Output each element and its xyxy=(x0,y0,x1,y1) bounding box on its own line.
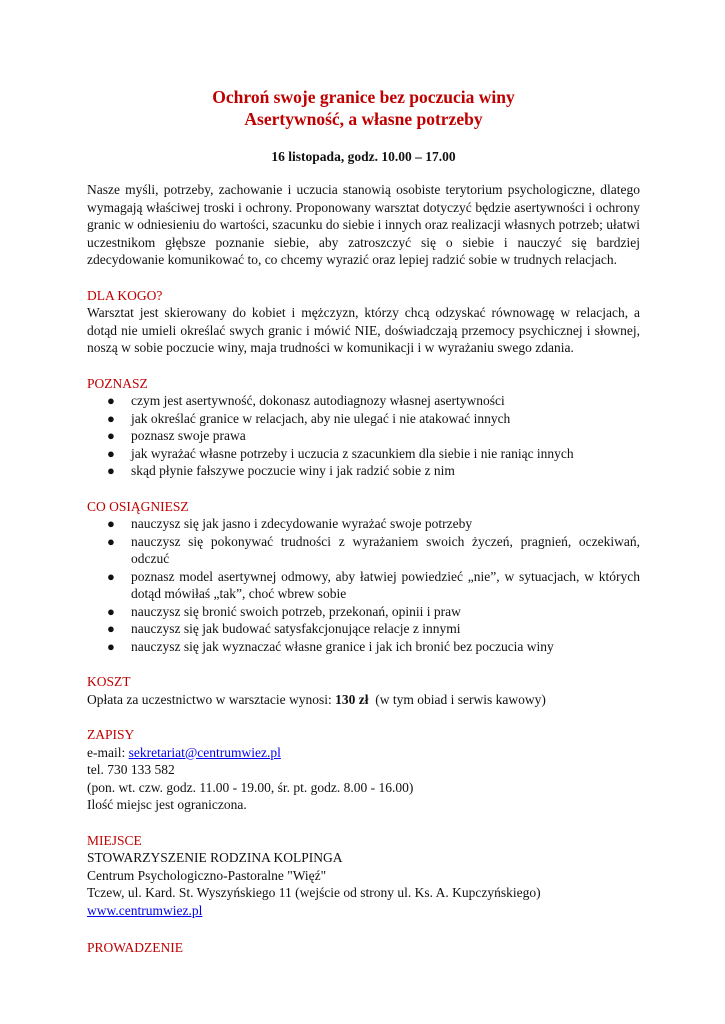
bullet-icon: ● xyxy=(107,638,115,654)
heading-miejsce: MIEJSCE xyxy=(87,832,142,848)
email-link[interactable]: sekretariat@centrumwiez.pl xyxy=(128,744,281,760)
email-label: e-mail: xyxy=(87,744,129,760)
section-dla-kogo xyxy=(87,287,640,357)
center-name: Centrum Psychologiczno-Pastoralne "Więź" xyxy=(87,867,327,883)
heading-prowadzenie: PROWADZENIE xyxy=(87,940,183,955)
bullet-icon: ● xyxy=(107,393,115,408)
org-name: STOWARZYSZENIE RODZINA KOLPINGA xyxy=(87,850,343,865)
list-item: ● skąd płynie fałszywe poczucie winy i jak radzić sobie z nim xyxy=(107,463,455,478)
list-item: ● nauczysz się jak wyznaczać własne granice i jak ich bronić bez poczucia winy xyxy=(107,638,554,654)
bullet-icon: ● xyxy=(107,410,115,426)
seats-note: Ilość miejsc jest ograniczona. xyxy=(87,797,247,812)
dla-kogo-text: Warsztat jest skierowany do kobiet i mężczyzn, którzy chcą odzyskać równowagę w relacjach, a dotąd nie umieli określać swych granic i mówić NIE, doświadczają przemocy psychicznej i słownej, noszą w sobie poczucie winy, maja trudności w komunikacji i w wyrażaniu swego zdania. xyxy=(87,305,640,355)
intro-paragraph: Nasze myśli, potrzeby, zachowanie i uczucia stanowią osobiste terytorium psychologiczne, dlatego wymagają właściwej troski i ochrony. Proponowany warsztat dotyczyć będzie asertywności i ochrony granic w odniesieniu do wartości, szacunku do siebie i innych oraz realizacji własnych potrzeb; ułatwi uczestnikom głębsze poznanie siebie, aby zatroszczyć się o siebie i nauczyć się bardziej zdecydowanie komunikować to, co chcemy wyrazić oraz lepiej radzić sobie w trudnych relacjach. xyxy=(87,182,640,267)
bullet-icon: ● xyxy=(107,533,115,549)
price: 130 zł xyxy=(335,691,369,707)
section-zapisy xyxy=(87,726,640,814)
website-line xyxy=(87,902,640,920)
poznasz-list xyxy=(87,392,640,480)
document-page xyxy=(87,86,640,957)
section-prowadzenie xyxy=(87,939,640,957)
event-date: 16 listopada, godz. 10.00 – 17.00 xyxy=(271,149,456,164)
list-item: ● jak wyrażać własne potrzeby i uczucia z szacunkiem dla siebie i nie raniąc innych xyxy=(107,445,574,461)
list-item: ● nauczysz się bronić swoich potrzeb, przekonań, opinii i praw xyxy=(107,603,461,619)
list-item: ● nauczysz się jak jasno i zdecydowanie wyrażać swoje potrzeby xyxy=(107,516,473,531)
section-koszt xyxy=(87,673,640,708)
heading-koszt: KOSZT xyxy=(87,674,131,689)
section-poznasz xyxy=(87,375,640,480)
title-line-2: Asertywność, a własne potrzeby xyxy=(244,109,483,129)
bullet-icon: ● xyxy=(107,621,115,636)
koszt-text: Opłata za uczestnictwo w warsztacie wynosi: 130 zł (w tym obiad i serwis kawowy) xyxy=(87,691,546,707)
bullet-icon: ● xyxy=(107,568,115,584)
heading-co-osiagniesz: CO OSIĄGNIESZ xyxy=(87,498,189,514)
list-item: ● nauczysz się pokonywać trudności z wyrażaniem swoich życzeń, pragnień, oczekiwań, odczuć xyxy=(107,533,640,566)
list-item: ● poznasz swoje prawa xyxy=(107,428,246,443)
section-co-osiagniesz xyxy=(87,498,640,656)
hours-line: (pon. wt. czw. godz. 11.00 - 19.00, śr. pt. godz. 8.00 - 16.00) xyxy=(87,779,414,795)
document-title xyxy=(87,86,640,130)
phone-line: tel. 730 133 582 xyxy=(87,762,175,777)
bullet-icon: ● xyxy=(107,516,115,531)
co-osiagniesz-list xyxy=(87,515,640,655)
bullet-icon: ● xyxy=(107,603,115,619)
heading-poznasz: POZNASZ xyxy=(87,375,148,391)
bullet-icon: ● xyxy=(107,428,115,443)
heading-dla-kogo: DLA KOGO? xyxy=(87,287,163,303)
bullet-icon: ● xyxy=(107,463,115,478)
list-item: ● poznasz model asertywnej odmowy, aby łatwiej powiedzieć „nie”, w sytuacjach, w których dotąd mówiłaś „tak”, choć wbrew sobie xyxy=(107,568,640,601)
address: Tczew, ul. Kard. St. Wyszyńskiego 11 (wejście od strony ul. Ks. A. Kupczyńskiego) xyxy=(87,885,541,900)
heading-zapisy: ZAPISY xyxy=(87,727,135,742)
website-link[interactable]: www.centrumwiez.pl xyxy=(87,902,203,918)
list-item: ● czym jest asertywność, dokonasz autodiagnozy własnej asertywności xyxy=(107,393,505,408)
bullet-icon: ● xyxy=(107,445,115,461)
section-miejsce xyxy=(87,832,640,920)
title-line-1: Ochroń swoje granice bez poczucia winy xyxy=(212,87,515,107)
email-line xyxy=(87,744,640,762)
list-item: ● jak określać granice w relacjach, aby nie ulegać i nie atakować innych xyxy=(107,410,511,426)
list-item: ● nauczysz się jak budować satysfakcjonujące relacje z innymi xyxy=(107,621,461,636)
